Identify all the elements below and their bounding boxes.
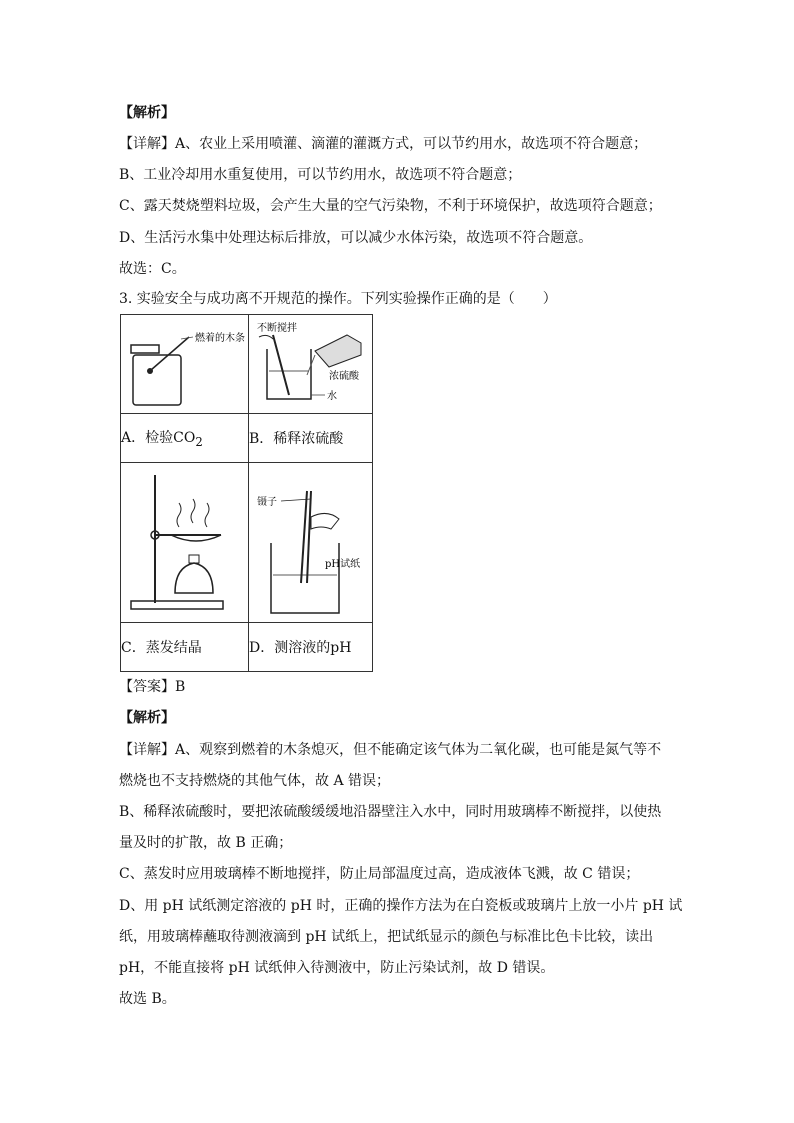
analysis-heading: 【解析】	[119, 105, 175, 121]
detail-line-b: B、工业冷却用水重复使用，可以节约用水，故选项不符合题意；	[119, 167, 522, 183]
option-c-caption: C．蒸发结晶	[121, 623, 249, 672]
answer-line-4: 量及时的扩散，故 B 正确；	[119, 835, 293, 851]
answer-label: 【答案】B	[119, 679, 186, 695]
option-a-figure	[121, 315, 249, 414]
answer-line-1: 【详解】A、观察到燃着的木条熄灭，但不能确定该气体为二氧化碳，也可能是氮气等不	[119, 742, 662, 758]
detail-line-d: D、生活污水集中处理达标后排放，可以减少水体污染，故选项不符合题意。	[119, 230, 593, 246]
answer-line-6: D、用 pH 试纸测定溶液的 pH 时，正确的操作方法为在白瓷板或玻璃片上放一小片 pH 试	[119, 898, 683, 914]
answer-line-7: 纸，用玻璃棒蘸取待测液滴到 pH 试纸上，把试纸显示的颜色与标准比色卡比较，读出	[119, 929, 654, 945]
svg-text:不断搅拌: 不断搅拌	[257, 323, 297, 334]
svg-text:pH试纸: pH试纸	[325, 559, 361, 570]
svg-text:燃着的木条: 燃着的木条	[195, 333, 245, 344]
co2-test-illustration	[121, 315, 248, 409]
option-d-caption: D．测溶液的pH	[249, 623, 373, 672]
answer-line-2: 燃烧也不支持燃烧的其他气体，故 A 错误；	[119, 773, 391, 789]
answer-conclusion: 故选 B。	[119, 991, 176, 1007]
option-b-caption: B．稀释浓硫酸	[249, 414, 373, 463]
evaporation-illustration	[121, 463, 248, 618]
answer-line-3: B、稀释浓硫酸时，要把浓硫酸缓缓地沿器壁注入水中，同时用玻璃棒不断搅拌，以使热	[119, 804, 662, 820]
detail-line-a: 【详解】A、农业上采用喷灌、滴灌的灌溉方式，可以节约用水，故选项不符合题意；	[119, 136, 648, 152]
svg-text:镊子: 镊子	[257, 497, 277, 508]
option-c-figure	[121, 463, 249, 623]
dilute-acid-illustration	[249, 315, 372, 409]
options-table	[120, 314, 373, 672]
option-b-figure	[249, 315, 373, 414]
option-d-figure	[249, 463, 373, 623]
conclusion-line: 故选：C。	[119, 261, 186, 277]
ph-test-illustration	[249, 463, 372, 618]
svg-text:水: 水	[327, 391, 337, 402]
answer-line-5: C、蒸发时应用玻璃棒不断地搅拌，防止局部温度过高，造成液体飞溅，故 C 错误；	[119, 866, 640, 882]
question-text: 3. 实验安全与成功离不开规范的操作。下列实验操作正确的是（ ）	[119, 291, 557, 307]
answer-line-8: pH，不能直接将 pH 试纸伸入待测液中，防止污染试剂，故 D 错误。	[119, 960, 555, 976]
option-a-caption: A．检验$CO_2$	[121, 414, 249, 463]
detail-line-c: C、露天焚烧塑料垃圾，会产生大量的空气污染物，不利于环境保护，故选项符合题意；	[119, 198, 662, 214]
answer-analysis-heading: 【解析】	[119, 710, 175, 726]
svg-text:浓硫酸: 浓硫酸	[329, 371, 359, 382]
